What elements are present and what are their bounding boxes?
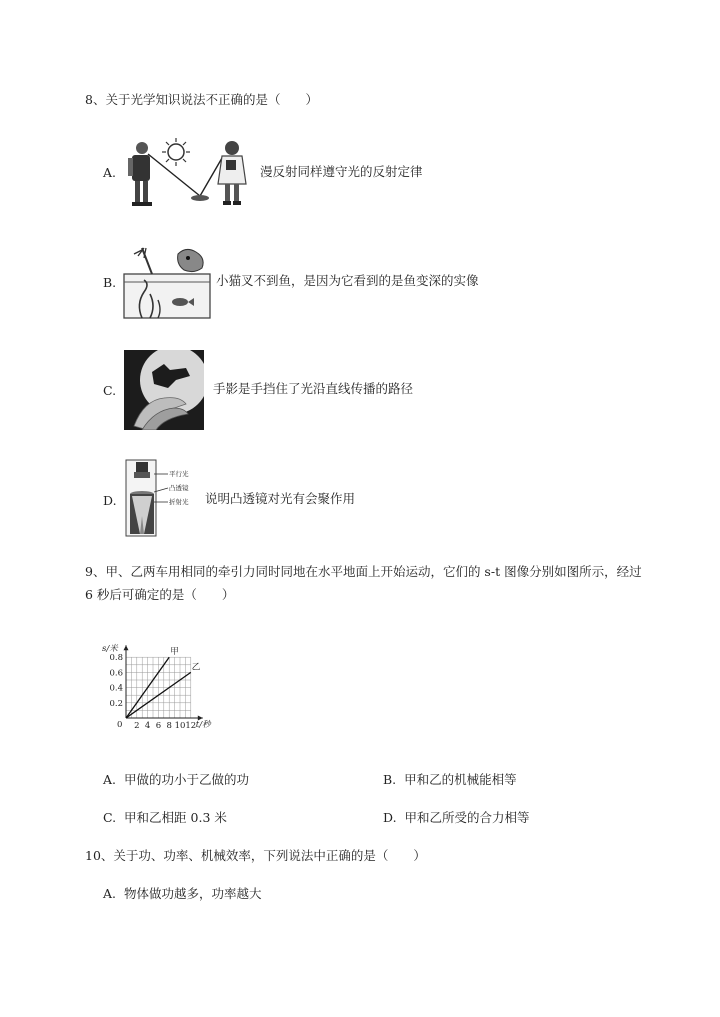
q8-option-c-label: C. xyxy=(103,383,117,398)
q9-option-b-text: 甲和乙的机械能相等 xyxy=(404,772,517,787)
x-tick-label: 8 xyxy=(166,721,172,731)
q8-option-c-text: 手影是手挡住了光沿直线传播的路径 xyxy=(213,381,414,396)
y-tick-label: 0.8 xyxy=(109,653,123,664)
q9-option-b xyxy=(383,771,517,789)
q10-option-a xyxy=(103,885,261,903)
q9-option-a-text: 甲做的功小于乙做的功 xyxy=(123,772,249,787)
q8-option-a-image xyxy=(122,136,252,212)
q8-option-b-text: 小猫叉不到鱼，是因为它看到的是鱼变深的实像 xyxy=(216,273,479,288)
q8-option-b-image xyxy=(122,244,212,320)
x-tick-label: 4 xyxy=(144,721,151,731)
y-axis-label: s/米 xyxy=(102,644,118,655)
q8-option-d-text: 说明凸透镜对光有会聚作用 xyxy=(205,491,356,506)
q8-option-d-label: D. xyxy=(103,493,117,508)
q9-option-c-label: C. xyxy=(103,810,117,825)
y-tick-label: 0.6 xyxy=(109,668,123,679)
q9-option-d xyxy=(383,809,530,827)
y-tick-label: 0.4 xyxy=(109,683,123,694)
q8-option-d-image xyxy=(124,458,200,538)
q9-stem-line2: 6 秒后可确定的是（ ） xyxy=(85,587,235,602)
chart-grid xyxy=(126,657,191,718)
x-tick-label: 6 xyxy=(155,721,162,731)
q10-option-a-label: A. xyxy=(103,886,117,901)
q8-stem: 8、关于光学知识说法不正确的是（ ） xyxy=(85,92,318,107)
x-axis-label: t/秒 xyxy=(195,720,211,730)
q8-option-b-label: B. xyxy=(103,275,117,290)
x-tick-label: 2 xyxy=(134,721,140,731)
origin-label: 0 xyxy=(117,720,123,730)
st-chart-svg xyxy=(98,632,248,740)
label-parallel-light: 平行光 xyxy=(169,470,189,478)
q9-option-a-label: A. xyxy=(103,772,117,787)
q10-option-a-text: 物体做功越多，功率越大 xyxy=(123,886,262,901)
chart-series xyxy=(126,647,201,718)
q9-option-d-label: D. xyxy=(383,810,397,825)
q9-option-a xyxy=(103,771,249,789)
series-label-yi: 乙 xyxy=(191,662,201,673)
q8-option-c-image xyxy=(124,350,204,430)
label-convex-lens: 凸透镜 xyxy=(169,484,189,492)
x-tick-label: 10 xyxy=(174,721,186,731)
y-tick-label: 0.2 xyxy=(109,698,123,709)
q9-option-b-label: B. xyxy=(383,772,397,787)
q10-stem: 10、关于功、功率、机械效率，下列说法中正确的是（ ） xyxy=(85,848,426,863)
q9-option-d-text: 甲和乙所受的合力相等 xyxy=(404,810,530,825)
q9-option-c xyxy=(103,809,227,827)
label-refracted-light: 折射光 xyxy=(169,498,189,506)
q9-stem-line1: 9、甲、乙两车用相同的牵引力同时同地在水平地面上开始运动，它们的 s-t 图像分别如图所示，经过 xyxy=(85,564,642,579)
y-axis-arrow xyxy=(124,645,129,650)
q8-option-a-text: 漫反射同样遵守光的反射定律 xyxy=(260,164,423,179)
series-label-jia: 甲 xyxy=(170,647,179,658)
st-chart xyxy=(98,632,248,740)
x-tick-label: 12 xyxy=(185,721,197,731)
q9-option-c-text: 甲和乙相距 0.3 米 xyxy=(124,810,227,825)
q8-option-a-label: A. xyxy=(103,165,117,180)
